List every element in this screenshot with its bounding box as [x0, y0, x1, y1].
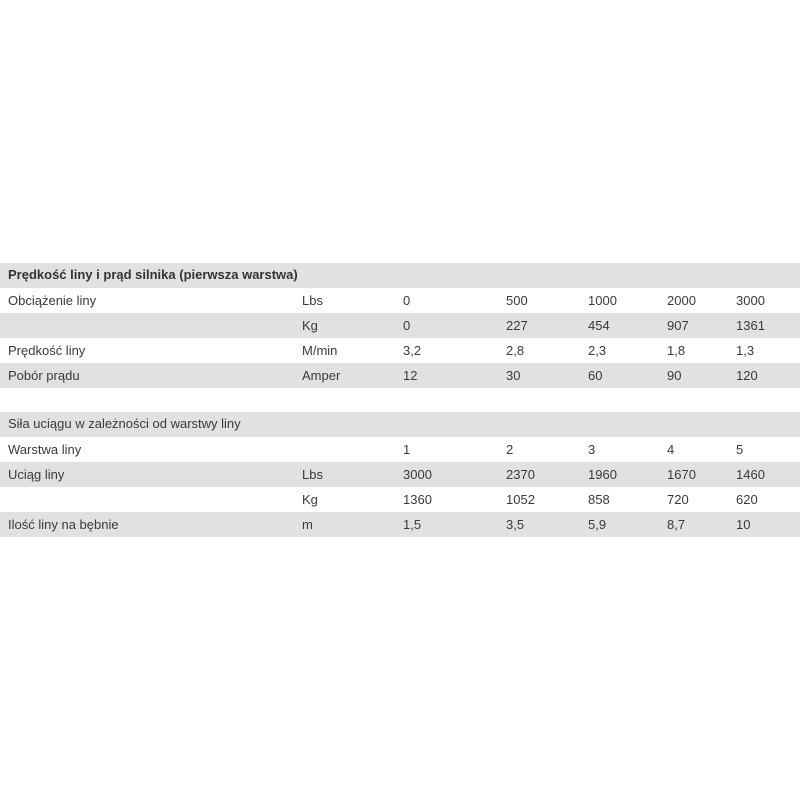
table-title: Prędkość liny i prąd silnika (pierwsza warstwa) [8, 267, 298, 282]
value-cell: 5 [736, 442, 744, 457]
table-row [0, 363, 800, 388]
value-cell: 10 [736, 517, 751, 532]
pull-force-table [0, 412, 800, 537]
value-cell: 3,5 [506, 517, 525, 532]
unit-cell: Lbs [302, 293, 323, 308]
value-cell: 8,7 [667, 517, 686, 532]
value-cell: 720 [667, 492, 689, 507]
value-cell: 2,8 [506, 343, 525, 358]
row-label: Uciąg liny [8, 467, 65, 482]
row-label: Warstwa liny [8, 442, 82, 457]
table-row [0, 437, 800, 462]
unit-cell: Kg [302, 318, 318, 333]
value-cell: 1670 [667, 467, 696, 482]
value-cell: 1052 [506, 492, 535, 507]
speed-current-table [0, 263, 800, 388]
value-cell: 1,5 [403, 517, 422, 532]
value-cell: 0 [403, 318, 411, 333]
value-cell: 5,9 [588, 517, 607, 532]
value-cell: 120 [736, 368, 758, 383]
value-cell: 858 [588, 492, 610, 507]
value-cell: 90 [667, 368, 682, 383]
table-row [0, 462, 800, 487]
value-cell: 60 [588, 368, 603, 383]
table-title-row [0, 412, 800, 437]
value-cell: 0 [403, 293, 411, 308]
value-cell: 1,8 [667, 343, 686, 358]
value-cell: 1361 [736, 318, 765, 333]
value-cell: 3 [588, 442, 596, 457]
value-cell: 2370 [506, 467, 535, 482]
table-row [0, 512, 800, 537]
unit-cell: m [302, 517, 313, 532]
table-row [0, 288, 800, 313]
value-cell: 1,3 [736, 343, 755, 358]
table-row [0, 338, 800, 363]
table-title: Siła uciągu w zależności od warstwy liny [8, 416, 241, 431]
value-cell: 1 [403, 442, 411, 457]
row-label: Prędkość liny [8, 343, 86, 358]
table-title-row [0, 263, 800, 288]
value-cell: 1960 [588, 467, 617, 482]
value-cell: 1000 [588, 293, 617, 308]
value-cell: 1460 [736, 467, 765, 482]
value-cell: 2 [506, 442, 514, 457]
value-cell: 500 [506, 293, 528, 308]
value-cell: 907 [667, 318, 689, 333]
value-cell: 3,2 [403, 343, 422, 358]
value-cell: 454 [588, 318, 610, 333]
unit-cell: Lbs [302, 467, 323, 482]
value-cell: 2,3 [588, 343, 607, 358]
value-cell: 30 [506, 368, 521, 383]
value-cell: 620 [736, 492, 758, 507]
value-cell: 2000 [667, 293, 696, 308]
row-label: Pobór prądu [8, 368, 80, 383]
value-cell: 4 [667, 442, 675, 457]
unit-cell: Kg [302, 492, 318, 507]
value-cell: 227 [506, 318, 528, 333]
value-cell: 3000 [736, 293, 765, 308]
row-label: Obciążenie liny [8, 293, 97, 308]
table-row [0, 313, 800, 338]
value-cell: 12 [403, 368, 418, 383]
unit-cell: Amper [302, 368, 341, 383]
unit-cell: M/min [302, 343, 338, 358]
table-row [0, 487, 800, 512]
value-cell: 3000 [403, 467, 432, 482]
value-cell: 1360 [403, 492, 432, 507]
row-label: Ilość liny na bębnie [8, 517, 119, 532]
